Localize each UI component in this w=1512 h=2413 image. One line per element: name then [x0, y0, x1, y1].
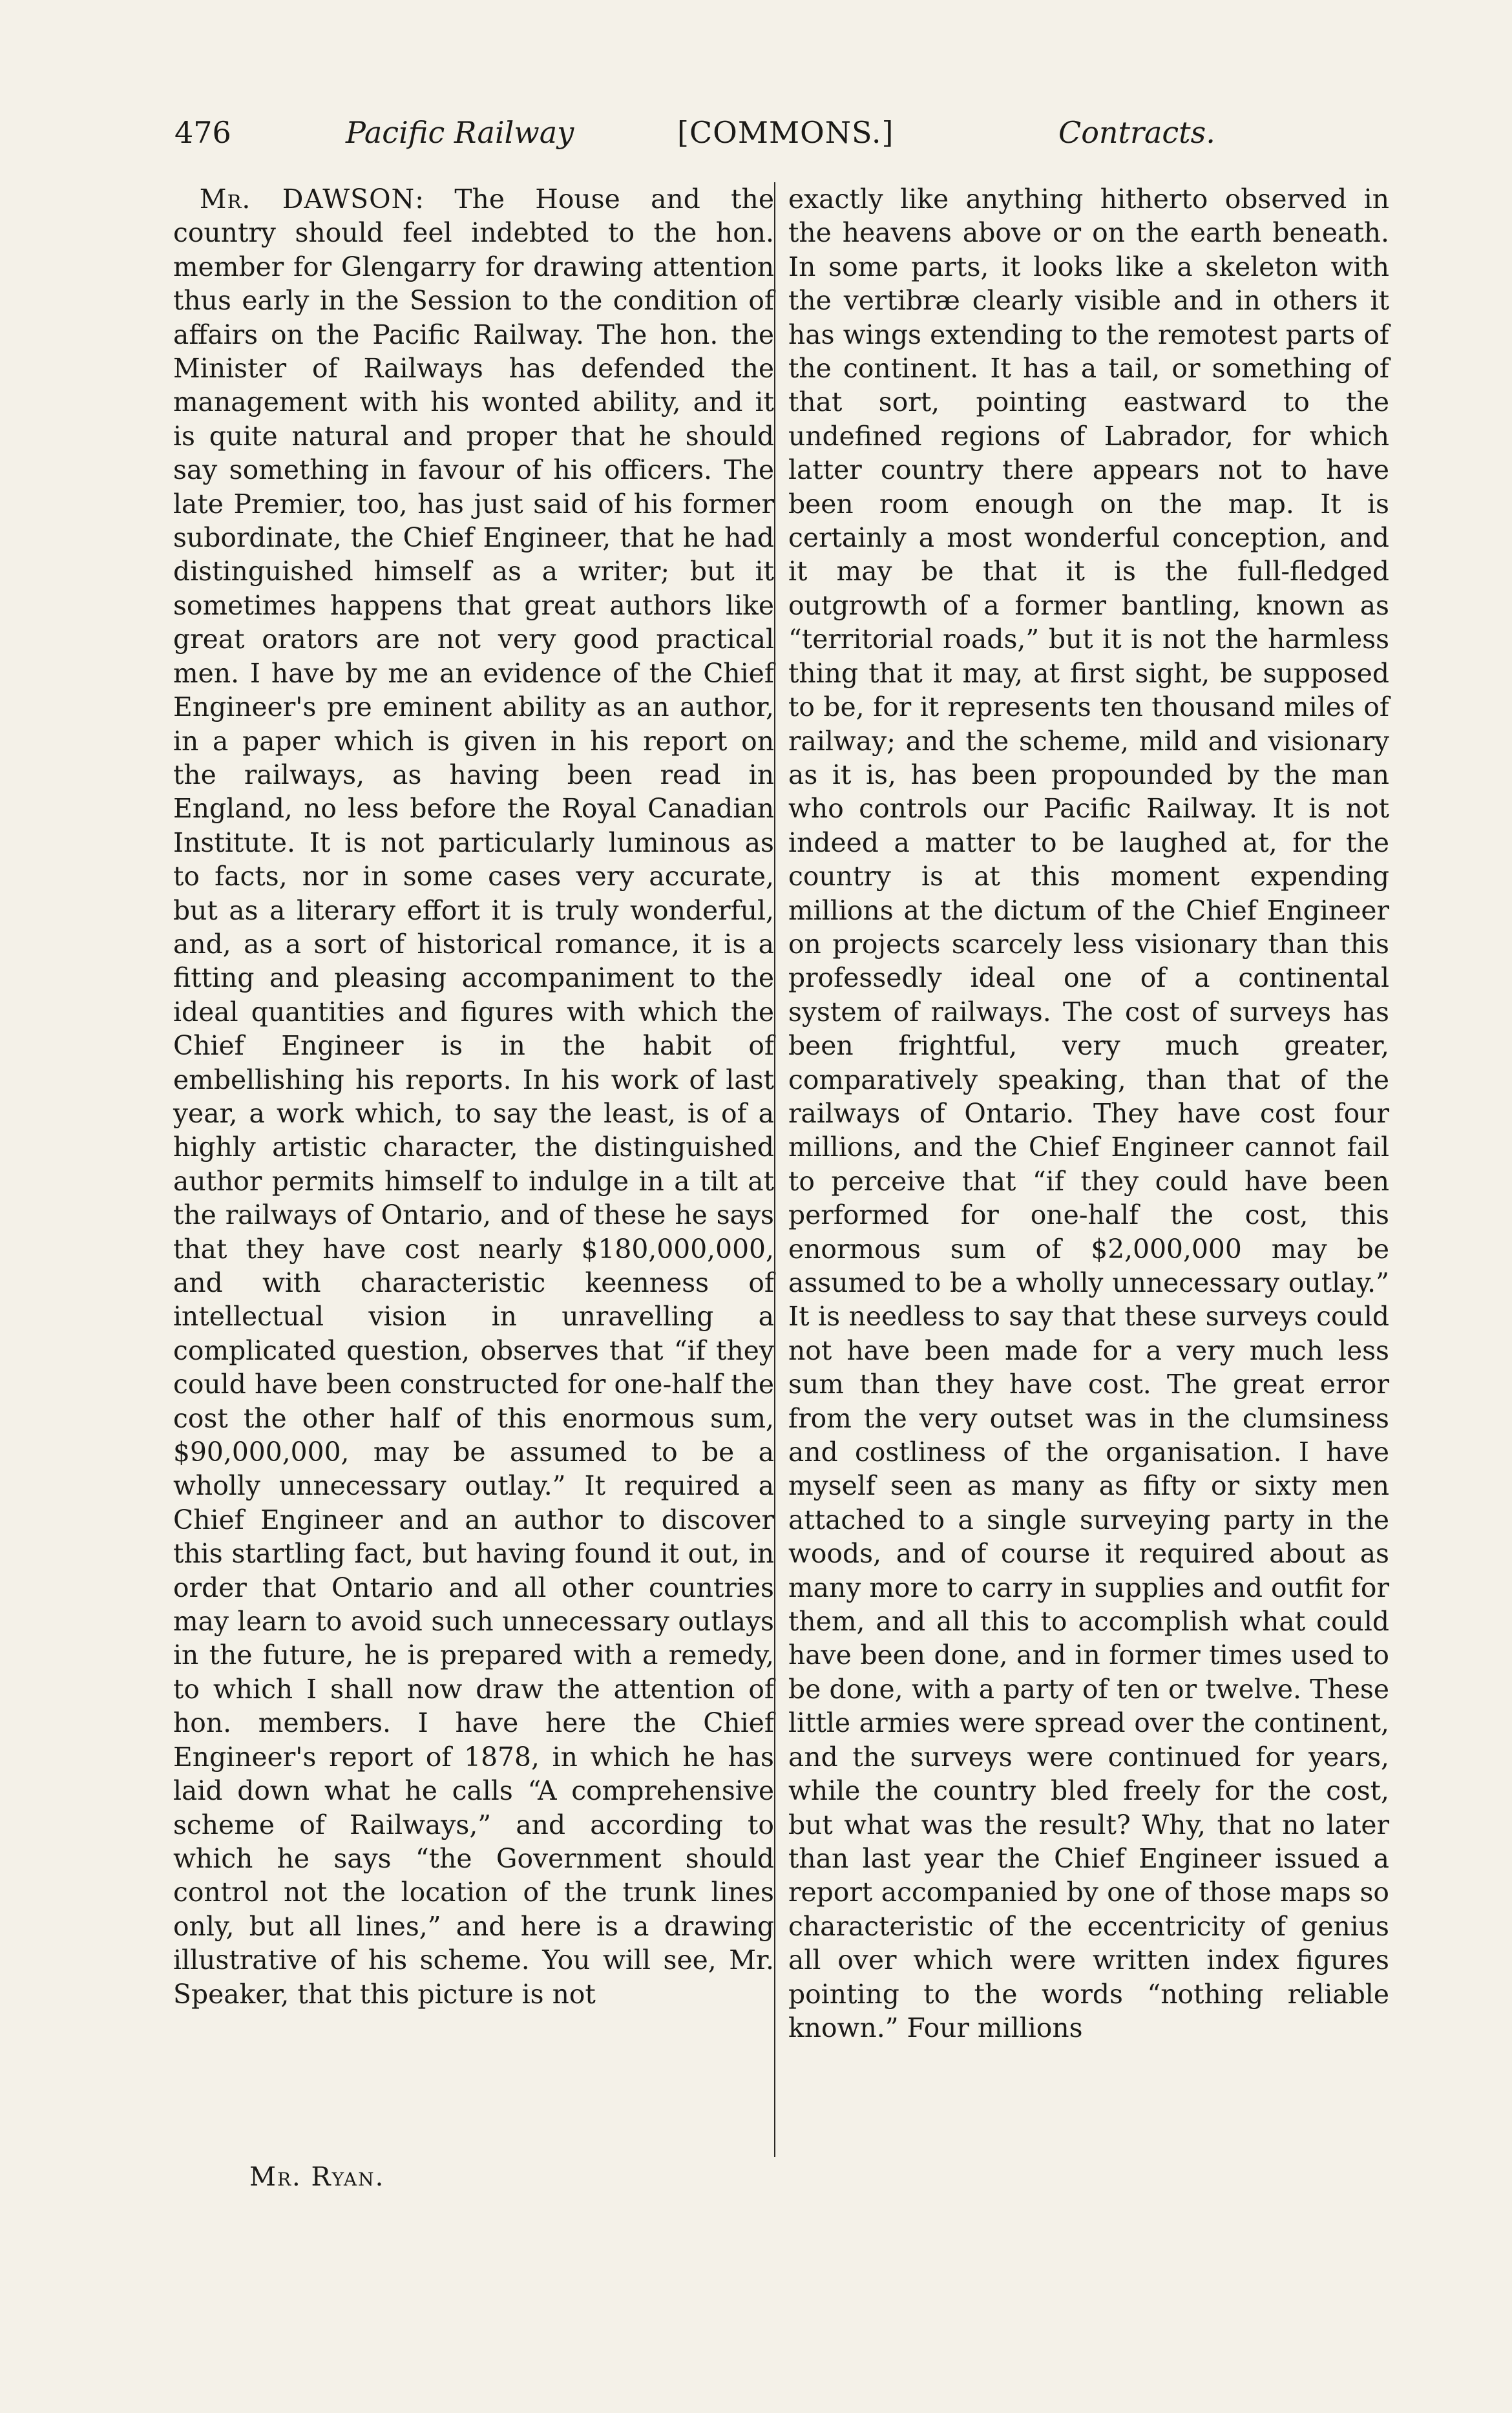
speech-text-right: exactly like anything hitherto observed in the heavens above or on the earth beneath. In some parts, it looks like a skeleton with the vertibræ clearly visible and in others it has wings extending to the remotest parts of the continent. It has a tail, or something of that sort, pointing eastward to the undefined regions of Labrador, for which latter country there appears not to have been room enough on the map. It is certainly a most wonderful conception, and it may be that it is the full-fledged outgrowth of a former bantling, known as “territorial roads,” but it is not the harmless thing that it may, at first sight, be supposed to be, for it represents ten thousand miles of railway; and the scheme, mild and visionary as it is, has been propounded by the man who controls our Pacific Railway. It is not indeed a matter to be laughed at, for the country is at this moment expending millions at the dictum of the Chief Engineer on projects scarcely less visionary than this professedly ideal one of a continental system of railways. The cost of surveys has been frightful, very much greater, comparatively speaking, than that of the railways of Ontario. They have cost four millions, and the Chief Engineer cannot fail to perceive that “if they could have been performed for one-half the cost, this enormous sum of $2,000,000 may be assumed to be a wholly unnecessary outlay.” It is needless to say that these surveys could not have been made for a very much less sum than they have cost. The great error from the very outset was in the clumsiness and costliness of the organisation. I have myself seen as many as fifty or sixty men attached to a single surveying party in the woods, and of course it required about as many more to carry in supplies and outfit for them, and all this to accomplish what could have been done, and in former times used to be done, with a party of ten or twelve. These little armies were spread over the continent, and the surveys were continued for years, while the country bled freely for the cost, but what was the result? Why, that no later than last year the Chief Engineer issued a report accompanied by one of those maps so characteristic of the eccentricity of genius all over which were written index figures pointing to the words “nothing reliable known.” Four millions: [788, 184, 1389, 2043]
running-header: [174, 115, 1389, 160]
header-center-title: [COMMONS.]: [677, 115, 894, 150]
catchword: Mr. Ryan.: [249, 2162, 385, 2192]
speaker-name: Mr. DAWSON: [199, 184, 415, 215]
dawson-speech-paragraph: [173, 182, 774, 2011]
speech-text-left: : The House and the country should feel indebted to the hon. member for Glengarry for drawing attention thus early in the Session to the condition of affairs on the Pacific Railway. The hon. the Minister of Railways has defended the management with his wonted ability, and it is quite natural and proper that he should say something in favour of his officers. The late Premier, too, has just said of his former subordinate, the Chief Engineer, that he had distinguished himself as a writer; but it sometimes happens that great authors like great orators are not very good practical men. I have by me an evidence of the Chief Engineer's pre eminent ability as an author, in a paper which is given in his report on the railways, as having been read in England, no less before the Royal Canadian Institute. It is not particularly luminous as to facts, nor in some cases very accurate, but as a literary effort it is truly wonderful, and, as a sort of historical romance, it is a fitting and pleasing accompaniment to the ideal quantities and figures with which the Chief Engineer is in the habit of embellishing his reports. In his work of last year, a work which, to say the least, is of a highly artistic character, the distinguished author permits himself to indulge in a tilt at the railways of Ontario, and of these he says that they have cost nearly $180,000,000, and with characteristic keenness of intellectual vision in unravelling a complicated question, observes that “if they could have been constructed for one-half the cost the other half of this enormous sum, $90,000,000, may be assumed to be a wholly unnecessary outlay.” It required a Chief Engineer and an author to discover this startling fact, but having found it out, in order that Ontario and all other countries may learn to avoid such unnecessary outlays in the future, he is prepared with a remedy, to which I shall now draw the attention of hon. members. I have here the Chief Engineer's report of 1878, in which he has laid down what he calls “A comprehensive scheme of Railways,” and according to which he says “the Government should control not the location of the trunk lines only, but all lines,” and here is a drawing illustrative of his scheme. You will see, Mr. Speaker, that this picture is not: [173, 184, 774, 2010]
left-column: [173, 182, 774, 2011]
speech-continuation-paragraph: [788, 182, 1389, 2045]
header-right-title: Contracts.: [1058, 115, 1215, 150]
page-number: 476: [174, 115, 231, 150]
right-column: [788, 182, 1389, 2045]
header-left-title: Pacific Railway: [346, 115, 574, 150]
column-divider: [774, 182, 775, 2157]
